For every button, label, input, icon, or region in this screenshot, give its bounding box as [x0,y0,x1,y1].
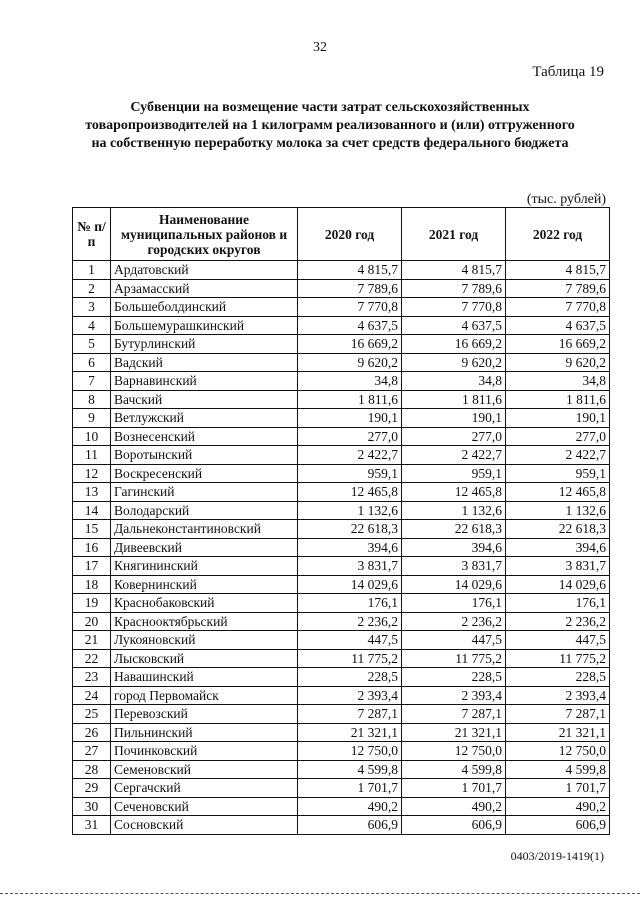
district-name: город Первомайск [111,686,298,705]
value-2022: 176,1 [506,594,610,613]
district-name: Володарский [111,501,298,520]
units-label: (тыс. рублей) [526,192,606,207]
value-2022: 959,1 [506,464,610,483]
table-row [73,686,610,705]
table-row [73,353,610,372]
district-name: Варнавинский [111,372,298,391]
value-2021: 447,5 [402,631,506,650]
value-2020: 1 132,6 [298,501,402,520]
district-name: Краснооктябрьский [111,612,298,631]
table-body [73,261,610,835]
table-row [73,427,610,446]
value-2020: 9 620,2 [298,353,402,372]
table-row [73,409,610,428]
row-number: 1 [73,261,111,280]
value-2021: 21 321,1 [402,723,506,742]
row-number: 7 [73,372,111,391]
district-name: Навашинский [111,668,298,687]
value-2020: 1 701,7 [298,779,402,798]
row-number: 17 [73,557,111,576]
value-2021: 2 393,4 [402,686,506,705]
table-row [73,779,610,798]
district-name: Дальнеконстантиновский [111,520,298,539]
value-2020: 490,2 [298,797,402,816]
value-2021: 12 750,0 [402,742,506,761]
value-2020: 176,1 [298,594,402,613]
district-name: Вознесенский [111,427,298,446]
value-2021: 176,1 [402,594,506,613]
value-2021: 228,5 [402,668,506,687]
district-name: Краснобаковский [111,594,298,613]
district-name: Арзамасский [111,279,298,298]
table-row [73,464,610,483]
value-2022: 4 815,7 [506,261,610,280]
value-2021: 394,6 [402,538,506,557]
row-number: 11 [73,446,111,465]
value-2020: 7 770,8 [298,298,402,317]
row-number: 9 [73,409,111,428]
table-row [73,446,610,465]
table-row [73,316,610,335]
district-name: Вадский [111,353,298,372]
table-row [73,298,610,317]
value-2021: 7 770,8 [402,298,506,317]
row-number: 10 [73,427,111,446]
row-number: 16 [73,538,111,557]
row-number: 22 [73,649,111,668]
value-2022: 4 637,5 [506,316,610,335]
table-row [73,501,610,520]
value-2022: 190,1 [506,409,610,428]
value-2021: 9 620,2 [402,353,506,372]
value-2022: 490,2 [506,797,610,816]
value-2022: 22 618,3 [506,520,610,539]
value-2020: 447,5 [298,631,402,650]
value-2020: 606,9 [298,816,402,835]
row-number: 13 [73,483,111,502]
value-2020: 7 287,1 [298,705,402,724]
district-name: Большеболдинский [111,298,298,317]
value-2022: 2 236,2 [506,612,610,631]
value-2021: 4 637,5 [402,316,506,335]
value-2022: 34,8 [506,372,610,391]
district-name: Пильнинский [111,723,298,742]
value-2020: 4 637,5 [298,316,402,335]
row-number: 30 [73,797,111,816]
value-2022: 21 321,1 [506,723,610,742]
row-number: 2 [73,279,111,298]
row-number: 4 [73,316,111,335]
district-name: Бутурлинский [111,335,298,354]
table-row [73,261,610,280]
district-name: Ветлужский [111,409,298,428]
value-2022: 2 393,4 [506,686,610,705]
value-2021: 7 287,1 [402,705,506,724]
row-number: 3 [73,298,111,317]
value-2021: 959,1 [402,464,506,483]
value-2020: 228,5 [298,668,402,687]
value-2020: 12 465,8 [298,483,402,502]
value-2021: 2 422,7 [402,446,506,465]
value-2022: 394,6 [506,538,610,557]
row-number: 5 [73,335,111,354]
value-2021: 4 599,8 [402,760,506,779]
district-name: Семеновский [111,760,298,779]
value-2021: 4 815,7 [402,261,506,280]
value-2020: 959,1 [298,464,402,483]
value-2021: 1 701,7 [402,779,506,798]
district-name: Воротынский [111,446,298,465]
value-2020: 277,0 [298,427,402,446]
table-row [73,520,610,539]
row-number: 12 [73,464,111,483]
row-number: 24 [73,686,111,705]
header-2022: 2022 год [506,208,610,261]
header-name: Наименование муниципальных районов и городских округов [111,208,298,261]
value-2021: 490,2 [402,797,506,816]
value-2021: 277,0 [402,427,506,446]
value-2020: 394,6 [298,538,402,557]
table-row [73,575,610,594]
value-2022: 447,5 [506,631,610,650]
value-2020: 16 669,2 [298,335,402,354]
table-header-row [73,208,610,261]
value-2021: 12 465,8 [402,483,506,502]
header-number: № п/п [73,208,111,261]
district-name: Ковернинский [111,575,298,594]
district-name: Княгининский [111,557,298,576]
footer-code: 0403/2019-1419(1) [510,849,604,863]
district-name: Лукояновский [111,631,298,650]
document-title: Субвенции на возмещение части затрат сельскохозяйственных товаропроизводителей на 1 килограмм реализованного и (или) отгруженного на собственную переработку молока за счет средств федерального бюджета [85,100,575,151]
district-name: Сосновский [111,816,298,835]
row-number: 19 [73,594,111,613]
value-2022: 1 701,7 [506,779,610,798]
row-number: 28 [73,760,111,779]
value-2022: 7 770,8 [506,298,610,317]
table-row [73,594,610,613]
row-number: 31 [73,816,111,835]
table-row [73,279,610,298]
value-2022: 277,0 [506,427,610,446]
value-2022: 16 669,2 [506,335,610,354]
row-number: 27 [73,742,111,761]
row-number: 14 [73,501,111,520]
value-2020: 11 775,2 [298,649,402,668]
table-row [73,668,610,687]
value-2022: 606,9 [506,816,610,835]
value-2020: 2 422,7 [298,446,402,465]
row-number: 23 [73,668,111,687]
value-2022: 11 775,2 [506,649,610,668]
row-number: 29 [73,779,111,798]
row-number: 8 [73,390,111,409]
district-name: Вачский [111,390,298,409]
district-name: Ардатовский [111,261,298,280]
value-2022: 12 750,0 [506,742,610,761]
value-2022: 7 789,6 [506,279,610,298]
value-2020: 21 321,1 [298,723,402,742]
value-2021: 11 775,2 [402,649,506,668]
value-2020: 2 236,2 [298,612,402,631]
district-name: Сергачский [111,779,298,798]
table-row [73,723,610,742]
value-2020: 1 811,6 [298,390,402,409]
table-row [73,705,610,724]
value-2020: 22 618,3 [298,520,402,539]
row-number: 21 [73,631,111,650]
district-name: Воскресенский [111,464,298,483]
value-2020: 2 393,4 [298,686,402,705]
table-row [73,483,610,502]
value-2022: 12 465,8 [506,483,610,502]
district-name: Починковский [111,742,298,761]
value-2021: 2 236,2 [402,612,506,631]
table-row [73,538,610,557]
row-number: 26 [73,723,111,742]
value-2021: 14 029,6 [402,575,506,594]
table-label: Таблица 19 [532,64,604,80]
district-name: Дивеевский [111,538,298,557]
value-2020: 34,8 [298,372,402,391]
row-number: 15 [73,520,111,539]
table-row [73,797,610,816]
district-name: Большемурашкинский [111,316,298,335]
value-2021: 606,9 [402,816,506,835]
value-2021: 1 132,6 [402,501,506,520]
table-row [73,631,610,650]
row-number: 6 [73,353,111,372]
table-row [73,742,610,761]
page-number: 32 [313,40,327,55]
value-2021: 3 831,7 [402,557,506,576]
subsidy-table [72,207,610,835]
value-2020: 12 750,0 [298,742,402,761]
value-2022: 2 422,7 [506,446,610,465]
value-2020: 190,1 [298,409,402,428]
district-name: Гагинский [111,483,298,502]
value-2022: 1 132,6 [506,501,610,520]
value-2022: 1 811,6 [506,390,610,409]
table-row [73,760,610,779]
value-2021: 34,8 [402,372,506,391]
row-number: 18 [73,575,111,594]
table-row [73,649,610,668]
value-2020: 4 815,7 [298,261,402,280]
row-number: 25 [73,705,111,724]
table-row [73,557,610,576]
value-2022: 4 599,8 [506,760,610,779]
value-2021: 190,1 [402,409,506,428]
district-name: Сеченовский [111,797,298,816]
value-2021: 16 669,2 [402,335,506,354]
value-2022: 3 831,7 [506,557,610,576]
district-name: Перевозский [111,705,298,724]
value-2021: 7 789,6 [402,279,506,298]
value-2021: 1 811,6 [402,390,506,409]
value-2022: 14 029,6 [506,575,610,594]
value-2020: 4 599,8 [298,760,402,779]
value-2020: 7 789,6 [298,279,402,298]
district-name: Лысковский [111,649,298,668]
table-row [73,816,610,835]
value-2020: 14 029,6 [298,575,402,594]
bottom-divider [0,893,640,894]
row-number: 20 [73,612,111,631]
header-2020: 2020 год [298,208,402,261]
value-2021: 22 618,3 [402,520,506,539]
value-2020: 3 831,7 [298,557,402,576]
value-2022: 9 620,2 [506,353,610,372]
table-row [73,372,610,391]
table-row [73,612,610,631]
table-row [73,335,610,354]
value-2022: 228,5 [506,668,610,687]
table-row [73,390,610,409]
value-2022: 7 287,1 [506,705,610,724]
header-2021: 2021 год [402,208,506,261]
